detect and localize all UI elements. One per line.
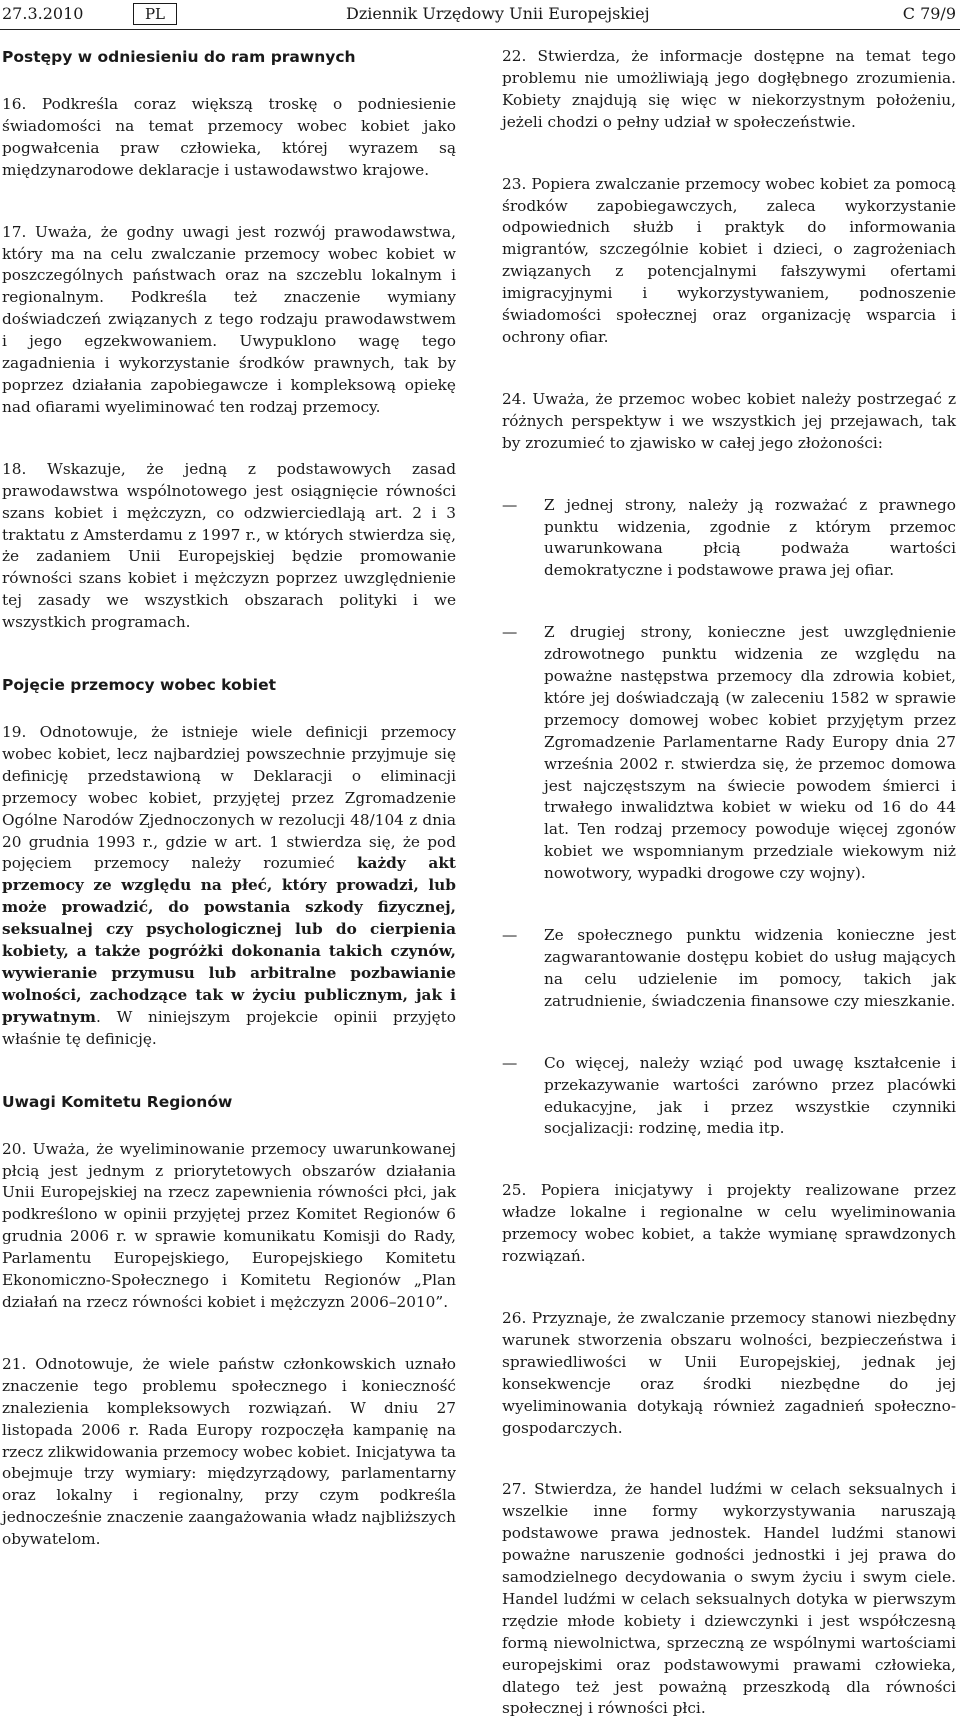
left-column: [2, 46, 456, 1551]
publication-date: 27.3.2010: [2, 4, 84, 23]
dash-marker: —: [502, 623, 518, 642]
section-heading-violence-concept: Pojęcie przemocy wobec kobiet: [2, 676, 277, 695]
paragraph-20: 20. Uważa, że wyeliminowanie przemocy uwarunkowanej płcią jest jednym z priorytetowych obszarów działania Unii Europejskiej na rzecz zapewnienia równości płci, jak podkreślono w opinii przyjętej przez Komitet Regionów 6 grudnia 2006 r. w sprawie komunikatu Komisji do Rady, Parlamentu Europejskiego, Europejskiego Komitetu Ekonomiczno-Społecznego i Komitetu Regionów „Plan działań na rzecz równości kobiet i mężczyzn 2006–2010”.: [2, 1139, 456, 1311]
paragraph-18: 18. Wskazuje, że jedną z podstawowych zasad prawodawstwa wspólnotowego jest osiągnięcie równości szans kobiet i mężczyzn, co odzwierciedlają art. 2 i 3 traktatu z Amsterdamu z 1997 r., w których stwierdza się, że zadaniem Unii Europejskiej będzie promowanie równości szans kobiet i mężczyzn poprzez uwzględnienie tej zasady we wszystkich obszarach polityki i we wszystkich programach.: [2, 459, 456, 632]
perspective-list: [502, 495, 956, 1141]
paragraph-16: 16. Podkreśla coraz większą troskę o podniesienie świadomości na temat przemocy wobec kobiet jako pogwałcenia praw człowieka, której wyrazem są międzynarodowe deklaracje i ustawodawstwo krajowe.: [2, 95, 456, 179]
paragraph-21: 21. Odnotowuje, że wiele państw członkowskich uznało znaczenie tego problemu społecznego i konieczność znalezienia kompleksowych rozwiązań. W dniu 27 listopada 2006 r. Rada Europy rozpoczęła kampanię na rzecz zlikwidowania przemocy wobec kobiet. Inicjatywa ta obejmuje trzy wymiary: międzyrządowy, parlamentarny oraz lokalny i regionalny, przy czym podkreśla jednocześnie znaczenie zaangażowania władz najbliższych obywatelom.: [2, 1354, 456, 1549]
paragraph-19-intro: 19. Odnotowuje, że istnieje wiele definicji przemocy wobec kobiet, lecz najbardziej powszechnie przyjmuje się definicję przedstawioną w Deklaracji o eliminacji przemocy wobec kobiet, przyjętej przez Zgromadzenie Ogólne Narodów Zjednoczonych w rezolucji 48/104 z dnia 20 grudnia 1993 r., gdzie w art. 1 stwierdza się, że pod pojęciem przemocy należy rozumieć: [2, 723, 456, 873]
paragraph-26: 26. Przyznaje, że zwalczanie przemocy stanowi niezbędny warunek stworzenia obszaru wolności, bezpieczeństwa i sprawiedliwości w Unii Europejskiej, jednak jej konsekwencje oraz środki niezbędne do jej wyeliminowania dotykają również zagadnień społeczno-gospodarczych.: [502, 1308, 956, 1437]
paragraph-24: 24. Uważa, że przemoc wobec kobiet należy postrzegać z różnych perspektyw i we wszystkich jej przejawach, tak by zrozumieć to zjawisko w całej jego złożoności:: [502, 389, 956, 452]
right-column: [502, 46, 956, 1720]
page-reference: C 79/9: [902, 4, 956, 23]
list-item: [502, 1053, 956, 1141]
journal-title: Dziennik Urzędowy Unii Europejskiej: [346, 4, 650, 23]
paragraph-17: 17. Uważa, że godny uwagi jest rozwój prawodawstwa, który ma na celu zwalczanie przemocy wobec kobiet w poszczególnych państwach oraz na szczeblu lokalnym i regionalnym. Podkreśla też znaczenie wymiany doświadczeń związanych z tego rodzaju prawodawstwem i jego egzekwowaniem. Uwypuklono wagę tego zagadnienia i wykorzystanie środków prawnych, tak by poprzez działania zapobiegawcze i kompleksową opiekę nad ofiarami wyeliminować ten rodzaj przemocy.: [2, 222, 456, 416]
list-item-text: Z jednej strony, należy ją rozważać z prawnego punktu widzenia, zgodnie z którym przemoc uwarunkowana płcią podważa wartości demokratyczne i podstawowe prawa jej ofiar.: [544, 495, 956, 580]
list-item: [502, 925, 956, 1013]
paragraph-25: 25. Popiera inicjatywy i projekty realizowane przez władze lokalne i regionalne w celu wyeliminowania przemocy wobec kobiet, a także wymianę sprawdzonych rozwiązań.: [502, 1181, 956, 1266]
paragraph-19-definition: każdy akt przemocy ze względu na płeć, który prowadzi, lub może prowadzić, do powstania szkody fizycznej, seksualnej czy psychologicznej lub do cierpienia kobiety, a także pogróżki dokonania takich czynów, wywieranie przymusu lub arbitralne pozbawianie wolności, zachodzące tak w życiu publicznym, jak i prywatnym: [2, 854, 456, 1026]
header-rule: [0, 29, 960, 30]
language-badge: PL: [133, 3, 177, 25]
section-heading-cor-remarks: Uwagi Komitetu Regionów: [2, 1092, 233, 1111]
dash-marker: —: [502, 1053, 518, 1072]
list-item-text: Z drugiej strony, konieczne jest uwzględnienie zdrowotnego punktu widzenia ze względu na poważne następstwa przemocy dla zdrowia kobiet, które jej doświadczają (w zaleceniu 1582 w sprawie przemocy domowej wobec kobiet przyjętym przez Zgromadzenie Parlamentarne Rady Europy dnia 27 września 2002 r. stwierdza się, że przemoc domowa jest najczęstszym na świecie powodem śmierci i trwałego inwalidztwa kobiet w wieku od 16 do 44 lat. Ten rodzaj przemocy powoduje więcej zgonów kobiet we wspomnianym przedziale wiekowym niż nowotwory, wypadki drogowe czy wojny).: [544, 623, 956, 883]
dash-marker: —: [502, 495, 518, 514]
paragraph-27: 27. Stwierdza, że handel ludźmi w celach seksualnych i wszelkie inne formy wykorzystywania naruszają podstawowe prawa jednostek. Handel ludźmi stanowi poważne naruszenie godności jednostki i jej prawa do samodzielnego decydowania o swym życiu i swym ciele. Handel ludźmi w celach seksualnych dotyka w pierwszym rzędzie młode kobiety i dziewczynki i jest współczesną formą niewolnictwa, sprzeczną ze wspólnymi wartościami europejskimi oraz podstawowymi prawami człowieka, dlatego też jest poważną przeszkodą dla równości społecznej i równości płci.: [502, 1480, 956, 1718]
list-item: [502, 622, 956, 885]
section-heading-legal-framework: Postępy w odniesieniu do ram prawnych: [2, 48, 356, 66]
dash-marker: —: [502, 926, 518, 945]
paragraph-19: [2, 722, 456, 1051]
page-header: [0, 3, 960, 27]
paragraph-19-end: . W niniejszym projekcie opinii przyjęto właśnie tę definicję.: [2, 1007, 456, 1048]
list-item-text: Ze społecznego punktu widzenia konieczne jest zagwarantowanie dostępu kobiet do usług mających na celu udzielenie im pomocy, takich jak zatrudnienie, świadczenia finansowe czy mieszkanie.: [544, 926, 956, 1010]
list-item: [502, 495, 956, 583]
list-item-text: Co więcej, należy wziąć pod uwagę kształcenie i przekazywanie wartości zarówno przez placówki edukacyjne, jak i przez wszystkie czynniki socjalizacji: rodzinę, media itp.: [544, 1053, 956, 1138]
paragraph-22: 22. Stwierdza, że informacje dostępne na temat tego problemu nie umożliwiają jego dogłębnego zrozumienia. Kobiety znajdują się więc w niekorzystnym położeniu, jeżeli chodzi o pełny udział w społeczeństwie.: [502, 47, 956, 131]
paragraph-23: 23. Popiera zwalczanie przemocy wobec kobiet za pomocą środków zapobiegawczych, zaleca wykorzystanie odpowiednich służb i praktyk do informowania migrantów, szczególnie kobiet i dzieci, o zagrożeniach związanych z potencjalnymi fałszywymi ofertami imigracyjnymi i wykorzystywaniem, podnoszenie świadomości społecznej oraz organizację wsparcia i ochrony ofiar.: [502, 174, 956, 346]
